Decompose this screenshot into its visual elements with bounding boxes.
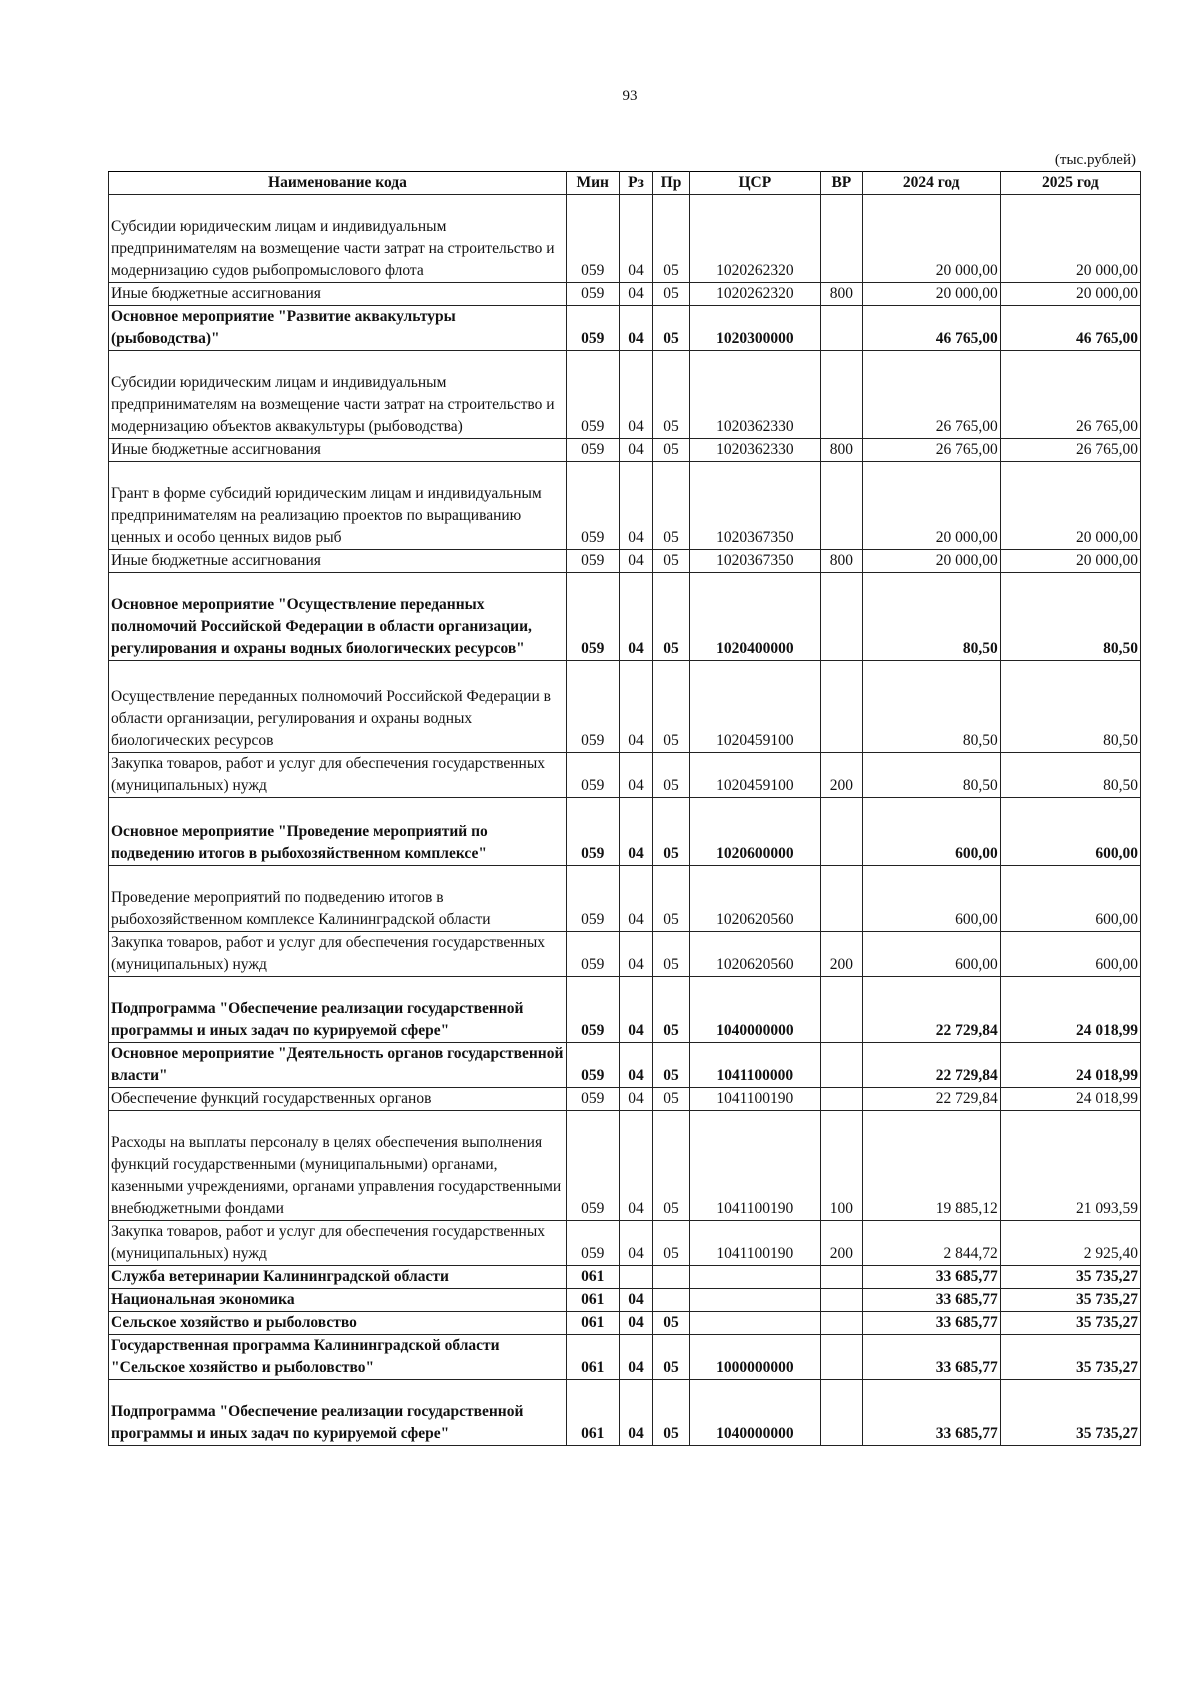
cell-vr <box>821 661 863 753</box>
cell-pr: 05 <box>653 351 689 439</box>
cell-pr <box>653 1266 689 1289</box>
table-row <box>109 550 1141 573</box>
cell-2025: 20 000,00 <box>1000 195 1140 283</box>
table-row <box>109 798 1141 866</box>
table-row <box>109 866 1141 932</box>
cell-vr <box>821 1266 863 1289</box>
cell-csr: 1040000000 <box>689 977 820 1043</box>
cell-rz: 04 <box>619 573 653 661</box>
table-row <box>109 977 1141 1043</box>
cell-name: Основное мероприятие "Деятельность органов государственной власти" <box>109 1043 567 1088</box>
cell-name: Обеспечение функций государственных органов <box>109 1088 567 1111</box>
cell-name: Основное мероприятие "Развитие аквакультуры (рыбоводства)" <box>109 306 567 351</box>
cell-pr <box>653 1289 689 1312</box>
table-row <box>109 1043 1141 1088</box>
cell-vr: 200 <box>821 932 863 977</box>
cell-name: Закупка товаров, работ и услуг для обеспечения государственных (муниципальных) нужд <box>109 753 567 798</box>
cell-rz: 04 <box>619 306 653 351</box>
cell-2024: 20 000,00 <box>862 462 1000 550</box>
table-row <box>109 1088 1141 1111</box>
cell-vr <box>821 1289 863 1312</box>
cell-min: 059 <box>566 1111 619 1221</box>
cell-vr: 800 <box>821 439 863 462</box>
cell-csr: 1020367350 <box>689 550 820 573</box>
table-row <box>109 1289 1141 1312</box>
cell-pr: 05 <box>653 1380 689 1446</box>
cell-2024: 33 685,77 <box>862 1289 1000 1312</box>
table-row <box>109 462 1141 550</box>
cell-name: Проведение мероприятий по подведению итогов в рыбохозяйственном комплексе Калининградской области <box>109 866 567 932</box>
cell-vr <box>821 1380 863 1446</box>
cell-2025: 600,00 <box>1000 866 1140 932</box>
cell-min: 059 <box>566 932 619 977</box>
cell-csr: 1020459100 <box>689 753 820 798</box>
table-row <box>109 573 1141 661</box>
cell-2024: 80,50 <box>862 573 1000 661</box>
cell-2025: 35 735,27 <box>1000 1266 1140 1289</box>
cell-csr: 1040000000 <box>689 1380 820 1446</box>
cell-vr: 200 <box>821 1221 863 1266</box>
cell-min: 059 <box>566 1088 619 1111</box>
cell-2025: 24 018,99 <box>1000 977 1140 1043</box>
cell-name: Закупка товаров, работ и услуг для обеспечения государственных (муниципальных) нужд <box>109 932 567 977</box>
cell-pr: 05 <box>653 1335 689 1380</box>
cell-csr: 1020367350 <box>689 462 820 550</box>
cell-2024: 33 685,77 <box>862 1380 1000 1446</box>
cell-name: Иные бюджетные ассигнования <box>109 283 567 306</box>
cell-name: Субсидии юридическим лицам и индивидуальным предпринимателям на возмещение части затрат на строительство и модернизацию объектов аквакультуры (рыбоводства) <box>109 351 567 439</box>
cell-rz: 04 <box>619 283 653 306</box>
cell-2024: 46 765,00 <box>862 306 1000 351</box>
cell-name: Иные бюджетные ассигнования <box>109 550 567 573</box>
cell-csr <box>689 1289 820 1312</box>
cell-rz: 04 <box>619 550 653 573</box>
cell-pr: 05 <box>653 1111 689 1221</box>
cell-csr: 1041100000 <box>689 1043 820 1088</box>
cell-min: 061 <box>566 1312 619 1335</box>
cell-2024: 600,00 <box>862 798 1000 866</box>
cell-2024: 20 000,00 <box>862 195 1000 283</box>
cell-vr <box>821 1335 863 1380</box>
cell-vr <box>821 1088 863 1111</box>
table-row <box>109 306 1141 351</box>
cell-2024: 22 729,84 <box>862 977 1000 1043</box>
cell-csr: 1020362330 <box>689 351 820 439</box>
cell-2025: 600,00 <box>1000 932 1140 977</box>
table-row <box>109 283 1141 306</box>
cell-min: 059 <box>566 462 619 550</box>
cell-csr: 1020262320 <box>689 283 820 306</box>
cell-rz: 04 <box>619 1043 653 1088</box>
cell-pr: 05 <box>653 439 689 462</box>
cell-2025: 20 000,00 <box>1000 283 1140 306</box>
cell-name: Основное мероприятие "Осуществление переданных полномочий Российской Федерации в области организации, регулирования и охраны водных биологических ресурсов" <box>109 573 567 661</box>
table-row <box>109 439 1141 462</box>
cell-min: 061 <box>566 1380 619 1446</box>
cell-csr: 1020262320 <box>689 195 820 283</box>
cell-min: 059 <box>566 306 619 351</box>
cell-pr: 05 <box>653 1312 689 1335</box>
header-name: Наименование кода <box>109 172 567 195</box>
cell-csr: 1020600000 <box>689 798 820 866</box>
cell-rz: 04 <box>619 195 653 283</box>
cell-2025: 80,50 <box>1000 753 1140 798</box>
cell-vr: 800 <box>821 550 863 573</box>
cell-min: 059 <box>566 866 619 932</box>
cell-rz: 04 <box>619 798 653 866</box>
budget-table <box>108 171 1141 1446</box>
cell-name: Иные бюджетные ассигнования <box>109 439 567 462</box>
cell-rz: 04 <box>619 661 653 753</box>
cell-min: 059 <box>566 977 619 1043</box>
cell-2024: 20 000,00 <box>862 550 1000 573</box>
cell-csr <box>689 1312 820 1335</box>
cell-pr: 05 <box>653 573 689 661</box>
table-row <box>109 1266 1141 1289</box>
cell-csr: 1020459100 <box>689 661 820 753</box>
cell-vr: 800 <box>821 283 863 306</box>
cell-2025: 20 000,00 <box>1000 462 1140 550</box>
cell-name: Государственная программа Калининградской области "Сельское хозяйство и рыболовство" <box>109 1335 567 1380</box>
cell-pr: 05 <box>653 1221 689 1266</box>
cell-name: Подпрограмма "Обеспечение реализации государственной программы и иных задач по курируемой сфере" <box>109 977 567 1043</box>
cell-min: 059 <box>566 573 619 661</box>
cell-vr <box>821 306 863 351</box>
cell-name: Грант в форме субсидий юридическим лицам и индивидуальным предпринимателям на реализацию проектов по выращиванию ценных и особо ценных видов рыб <box>109 462 567 550</box>
cell-vr <box>821 798 863 866</box>
cell-csr: 1041100190 <box>689 1088 820 1111</box>
cell-2025: 24 018,99 <box>1000 1088 1140 1111</box>
cell-2024: 33 685,77 <box>862 1312 1000 1335</box>
cell-csr: 1020300000 <box>689 306 820 351</box>
cell-name: Закупка товаров, работ и услуг для обеспечения государственных (муниципальных) нужд <box>109 1221 567 1266</box>
cell-rz: 04 <box>619 351 653 439</box>
table-row <box>109 1335 1141 1380</box>
cell-2025: 26 765,00 <box>1000 351 1140 439</box>
cell-min: 059 <box>566 1043 619 1088</box>
cell-2025: 21 093,59 <box>1000 1111 1140 1221</box>
cell-rz: 04 <box>619 1312 653 1335</box>
cell-min: 061 <box>566 1266 619 1289</box>
cell-min: 059 <box>566 798 619 866</box>
cell-2025: 20 000,00 <box>1000 550 1140 573</box>
cell-csr: 1020620560 <box>689 866 820 932</box>
cell-csr <box>689 1266 820 1289</box>
cell-2024: 20 000,00 <box>862 283 1000 306</box>
cell-name: Осуществление переданных полномочий Российской Федерации в области организации, регулирования и охраны водных биологических ресурсов <box>109 661 567 753</box>
header-vr: ВР <box>821 172 863 195</box>
cell-vr <box>821 1312 863 1335</box>
cell-2025: 35 735,27 <box>1000 1289 1140 1312</box>
cell-vr <box>821 977 863 1043</box>
cell-min: 059 <box>566 753 619 798</box>
cell-vr <box>821 1043 863 1088</box>
table-row <box>109 1111 1141 1221</box>
page-number: 93 <box>622 88 638 104</box>
cell-pr: 05 <box>653 283 689 306</box>
cell-rz: 04 <box>619 462 653 550</box>
cell-pr: 05 <box>653 798 689 866</box>
cell-2025: 26 765,00 <box>1000 439 1140 462</box>
cell-pr: 05 <box>653 1043 689 1088</box>
cell-2024: 22 729,84 <box>862 1043 1000 1088</box>
cell-2024: 80,50 <box>862 661 1000 753</box>
table-header-row <box>109 172 1141 195</box>
cell-2025: 35 735,27 <box>1000 1380 1140 1446</box>
header-2024: 2024 год <box>862 172 1000 195</box>
cell-rz: 04 <box>619 977 653 1043</box>
cell-name: Сельское хозяйство и рыболовство <box>109 1312 567 1335</box>
cell-vr <box>821 866 863 932</box>
cell-rz: 04 <box>619 866 653 932</box>
header-2025: 2025 год <box>1000 172 1140 195</box>
cell-name: Подпрограмма "Обеспечение реализации государственной программы и иных задач по курируемой сфере" <box>109 1380 567 1446</box>
cell-2025: 24 018,99 <box>1000 1043 1140 1088</box>
cell-name: Субсидии юридическим лицам и индивидуальным предпринимателям на возмещение части затрат на строительство и модернизацию судов рыбопромыслового флота <box>109 195 567 283</box>
cell-2025: 2 925,40 <box>1000 1221 1140 1266</box>
cell-vr: 100 <box>821 1111 863 1221</box>
cell-2025: 35 735,27 <box>1000 1312 1140 1335</box>
cell-min: 059 <box>566 283 619 306</box>
header-pr: Пр <box>653 172 689 195</box>
cell-2024: 600,00 <box>862 932 1000 977</box>
cell-2025: 80,50 <box>1000 573 1140 661</box>
cell-pr: 05 <box>653 661 689 753</box>
cell-rz: 04 <box>619 753 653 798</box>
cell-rz: 04 <box>619 1335 653 1380</box>
table-row <box>109 1221 1141 1266</box>
cell-name: Служба ветеринарии Калининградской области <box>109 1266 567 1289</box>
cell-2024: 33 685,77 <box>862 1266 1000 1289</box>
cell-vr <box>821 462 863 550</box>
cell-vr <box>821 195 863 283</box>
cell-2024: 80,50 <box>862 753 1000 798</box>
cell-pr: 05 <box>653 306 689 351</box>
cell-pr: 05 <box>653 932 689 977</box>
cell-rz: 04 <box>619 1088 653 1111</box>
cell-name: Национальная экономика <box>109 1289 567 1312</box>
cell-csr: 1041100190 <box>689 1221 820 1266</box>
cell-min: 061 <box>566 1289 619 1312</box>
cell-vr <box>821 573 863 661</box>
cell-csr: 1020362330 <box>689 439 820 462</box>
cell-pr: 05 <box>653 753 689 798</box>
cell-min: 059 <box>566 351 619 439</box>
cell-2025: 80,50 <box>1000 661 1140 753</box>
cell-2025: 600,00 <box>1000 798 1140 866</box>
cell-2024: 600,00 <box>862 866 1000 932</box>
table-row <box>109 661 1141 753</box>
cell-pr: 05 <box>653 977 689 1043</box>
cell-2024: 22 729,84 <box>862 1088 1000 1111</box>
cell-vr: 200 <box>821 753 863 798</box>
cell-rz: 04 <box>619 1111 653 1221</box>
cell-2024: 33 685,77 <box>862 1335 1000 1380</box>
cell-min: 059 <box>566 195 619 283</box>
cell-pr: 05 <box>653 462 689 550</box>
header-rz: Рз <box>619 172 653 195</box>
table-row <box>109 932 1141 977</box>
cell-2024: 2 844,72 <box>862 1221 1000 1266</box>
table-row <box>109 351 1141 439</box>
cell-rz: 04 <box>619 1380 653 1446</box>
cell-rz: 04 <box>619 932 653 977</box>
cell-pr: 05 <box>653 1088 689 1111</box>
table-row <box>109 195 1141 283</box>
cell-name: Расходы на выплаты персоналу в целях обеспечения выполнения функций государственными (муниципальными) органами, казенными учреждениями, органами управления государственными внебюджетными фондами <box>109 1111 567 1221</box>
cell-csr: 1020620560 <box>689 932 820 977</box>
header-csr: ЦСР <box>689 172 820 195</box>
cell-2024: 26 765,00 <box>862 439 1000 462</box>
cell-rz: 04 <box>619 1221 653 1266</box>
cell-rz: 04 <box>619 439 653 462</box>
cell-csr: 1041100190 <box>689 1111 820 1221</box>
cell-vr <box>821 351 863 439</box>
cell-pr: 05 <box>653 195 689 283</box>
cell-min: 059 <box>566 439 619 462</box>
cell-rz <box>619 1266 653 1289</box>
cell-2025: 46 765,00 <box>1000 306 1140 351</box>
cell-name: Основное мероприятие "Проведение мероприятий по подведению итогов в рыбохозяйственном комплексе" <box>109 798 567 866</box>
cell-pr: 05 <box>653 866 689 932</box>
cell-csr: 1020400000 <box>689 573 820 661</box>
cell-rz: 04 <box>619 1289 653 1312</box>
units-label: (тыс.рублей) <box>1054 152 1136 168</box>
cell-csr: 1000000000 <box>689 1335 820 1380</box>
cell-min: 059 <box>566 661 619 753</box>
cell-min: 059 <box>566 550 619 573</box>
cell-min: 059 <box>566 1221 619 1266</box>
cell-2024: 26 765,00 <box>862 351 1000 439</box>
header-min: Мин <box>566 172 619 195</box>
table-row <box>109 753 1141 798</box>
cell-pr: 05 <box>653 550 689 573</box>
table-row <box>109 1380 1141 1446</box>
cell-min: 061 <box>566 1335 619 1380</box>
table-row <box>109 1312 1141 1335</box>
cell-2025: 35 735,27 <box>1000 1335 1140 1380</box>
cell-2024: 19 885,12 <box>862 1111 1000 1221</box>
